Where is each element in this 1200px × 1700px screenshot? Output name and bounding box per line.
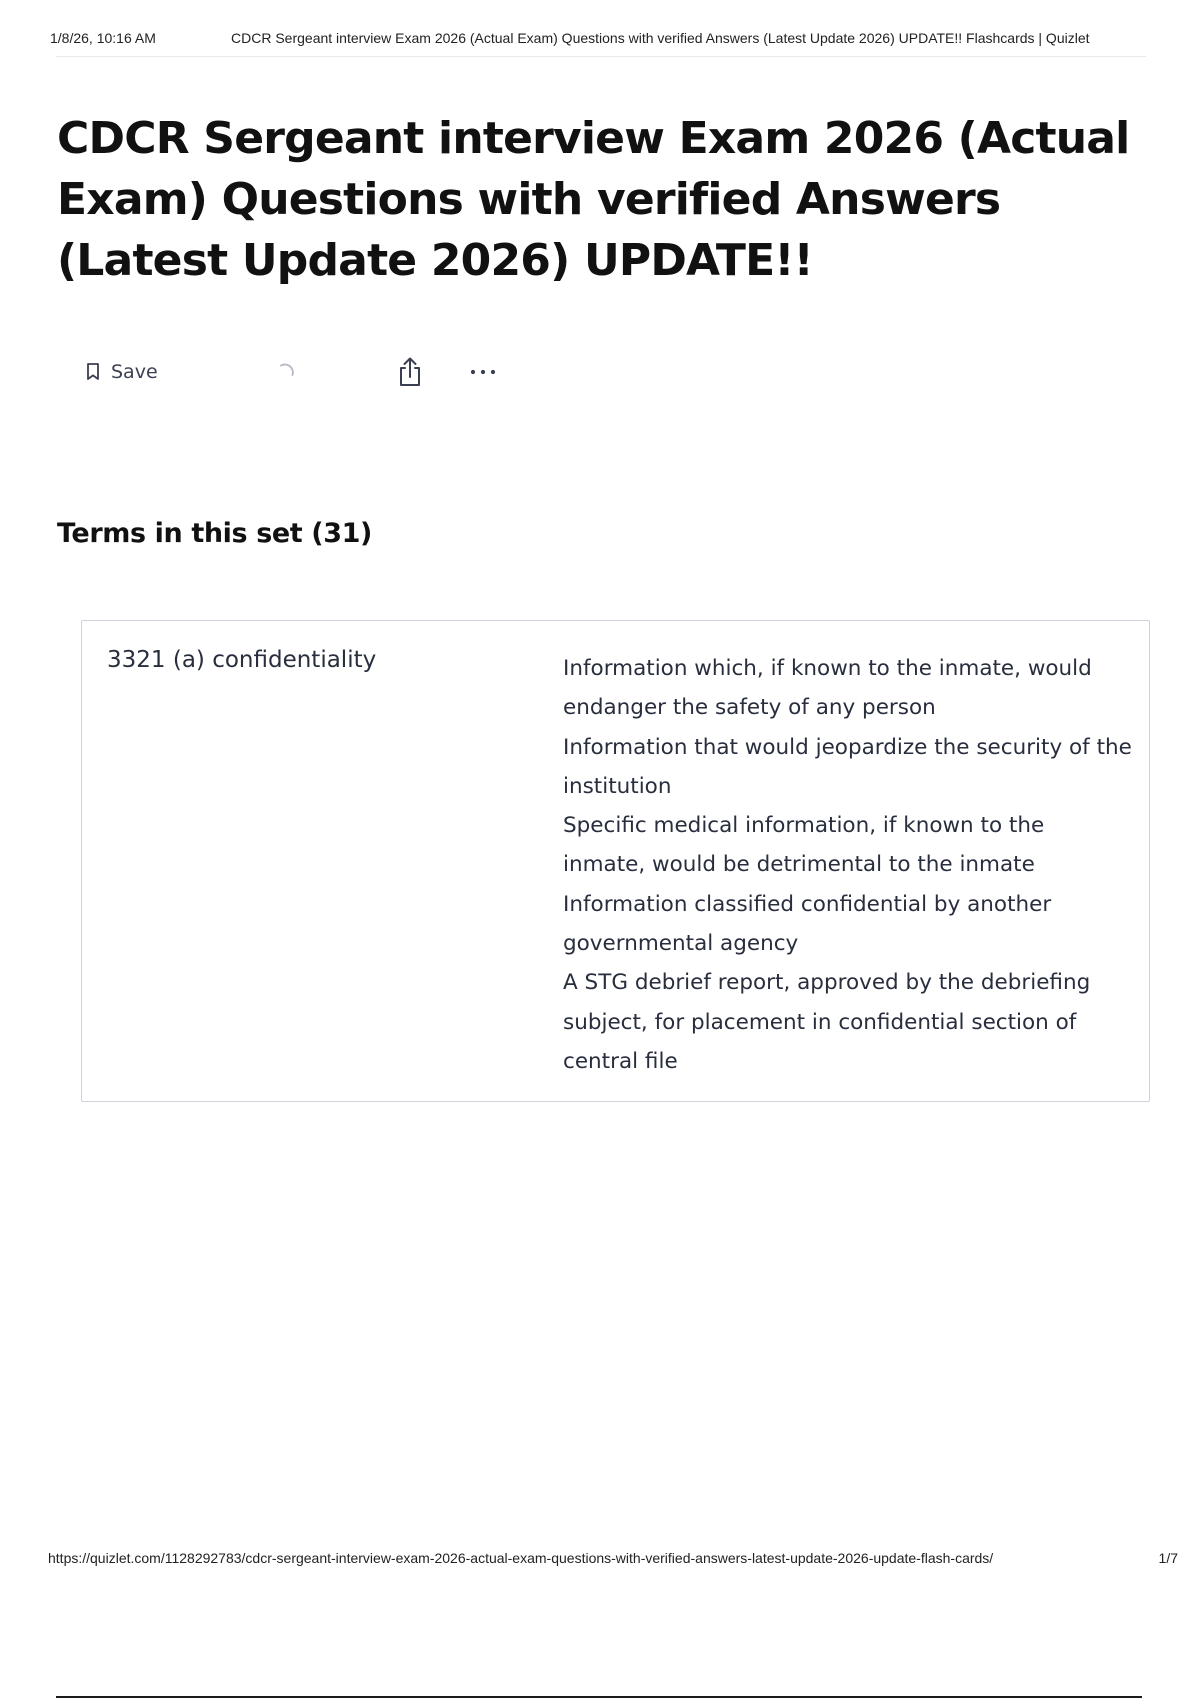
term-word: 3321 (a) confidentiality <box>107 647 377 673</box>
header-divider <box>56 56 1146 57</box>
terms-heading: Terms in this set (31) <box>57 518 372 549</box>
term-definition <box>563 649 1133 1081</box>
page-title: CDCR Sergeant interview Exam 2026 (Actual Exam) Questions with verified Answers (Latest Update 2026) UPDATE!! <box>57 113 1130 286</box>
print-date: 1/8/26, 10:16 AM <box>50 30 156 46</box>
page-number: 1/7 <box>1158 1550 1178 1566</box>
definition-line: Specific medical information, if known to the inmate, would be detrimental to the inmate <box>563 813 1045 878</box>
term-card <box>81 620 1150 1102</box>
print-header <box>50 30 1186 50</box>
definition-line: Information that would jeopardize the security of the institution <box>563 734 1132 799</box>
action-bar <box>85 352 505 392</box>
more-horizontal-icon[interactable] <box>468 360 498 389</box>
definition-line: Information which, if known to the inmate, would endanger the safety of any person <box>563 656 1092 721</box>
share-icon[interactable] <box>396 356 424 393</box>
save-button[interactable] <box>85 352 158 392</box>
print-footer <box>48 1550 1186 1570</box>
loading-spinner-icon <box>275 361 297 388</box>
bookmark-icon <box>85 362 101 382</box>
bottom-divider <box>56 1696 1142 1698</box>
definition-line: A STG debrief report, approved by the debriefing subject, for placement in confidential section of central file <box>563 970 1091 1074</box>
save-button-label: Save <box>111 361 158 383</box>
print-doc-title: CDCR Sergeant interview Exam 2026 (Actual Exam) Questions with verified Answers (Latest Update 2026) UPDATE!! Flashcards | Quizlet <box>231 30 1090 46</box>
print-url: https://quizlet.com/1128292783/cdcr-sergeant-interview-exam-2026-actual-exam-questions-with-verified-answers-latest-update-2026-update-flash-cards/ <box>48 1550 994 1566</box>
definition-line: Information classified confidential by another governmental agency <box>563 891 1052 957</box>
